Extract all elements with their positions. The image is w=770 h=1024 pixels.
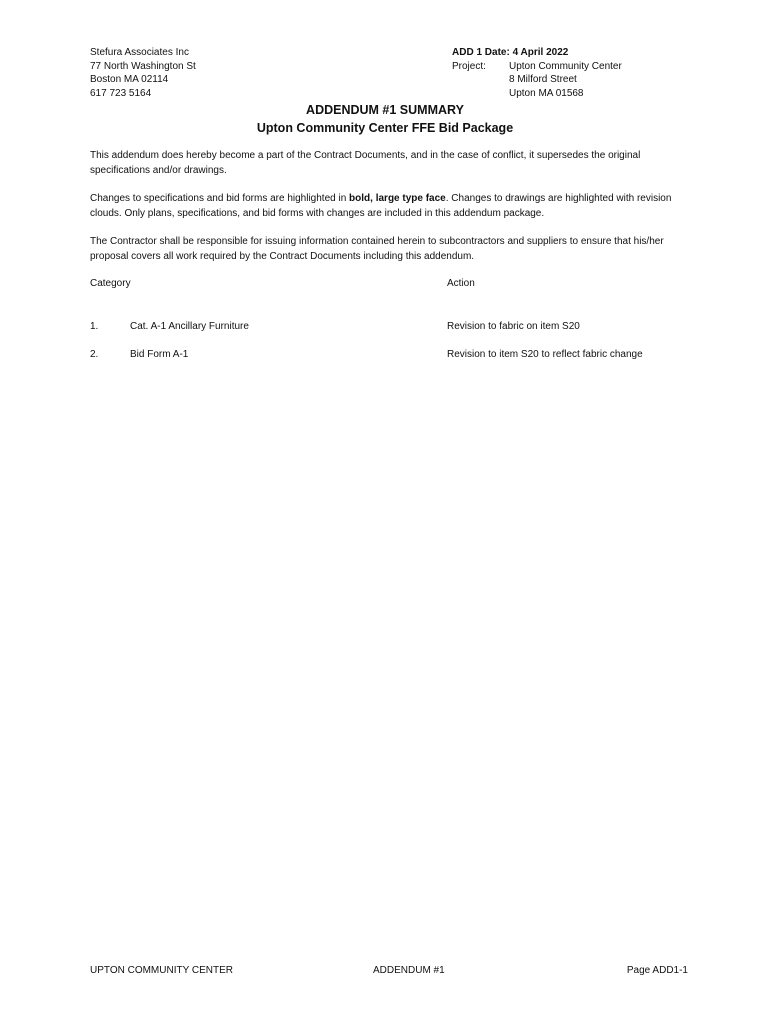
title-line-1: ADDENDUM #1 SUMMARY <box>306 103 464 117</box>
paragraph-contractor: The Contractor shall be responsible for issuing information contained herein to subcontractors and suppliers to ensure that his/her proposal covers all work required by the Contract Documents including this addendum. <box>90 236 664 262</box>
paragraph-highlighting-text-2: . Changes to drawings are highlighted with revision clouds. Only plans, specifications, and bid forms with changes are included in this addendum package. <box>90 193 672 219</box>
action-header: Action <box>447 278 475 289</box>
list-item <box>90 349 690 363</box>
paragraph-highlighting <box>90 192 675 221</box>
item-category: Bid Form A-1 <box>130 349 189 360</box>
firm-street: 77 North Washington St <box>90 60 196 72</box>
project-city-row <box>452 87 712 101</box>
addendum-date: ADD 1 Date: 4 April 2022 <box>452 47 569 58</box>
paragraph-supersedes: This addendum does hereby become a part of the Contract Documents, and in the case of conflict, it supersedes the original specifications and/or drawings. <box>90 150 641 176</box>
project-street-row <box>452 73 712 87</box>
firm-city: Boston MA 02114 <box>90 74 169 85</box>
document-title <box>0 101 770 137</box>
item-number: 2. <box>90 349 99 360</box>
project-street: 8 Milford Street <box>509 74 577 85</box>
footer-page-number: Page ADD1-1 <box>626 965 688 976</box>
item-number: 1. <box>90 321 99 332</box>
project-city: Upton MA 01568 <box>509 87 584 99</box>
title-line-2: Upton Community Center FFE Bid Package <box>256 121 514 135</box>
footer-addendum: ADDENDUM #1 <box>373 965 445 976</box>
addendum-info-block <box>452 46 712 100</box>
firm-phone: 617 723 5164 <box>90 87 152 99</box>
paragraph-highlighting-text-1: Changes to specifications and bid forms are highlighted in <box>90 193 350 204</box>
firm-address-block <box>90 46 350 100</box>
project-row <box>452 60 712 74</box>
item-action: Revision to item S20 to reflect fabric change <box>447 349 643 360</box>
paragraph-highlighting-bold: bold, large type face <box>349 193 446 204</box>
firm-name: Stefura Associates Inc <box>90 47 189 58</box>
project-name: Upton Community Center <box>509 60 622 72</box>
item-category: Cat. A-1 Ancillary Furniture <box>130 321 249 332</box>
item-action: Revision to fabric on item S20 <box>447 321 580 332</box>
footer-project: UPTON COMMUNITY CENTER <box>90 965 233 976</box>
list-item <box>90 321 690 335</box>
project-label: Project: <box>452 60 486 72</box>
category-header: Category <box>90 278 131 289</box>
